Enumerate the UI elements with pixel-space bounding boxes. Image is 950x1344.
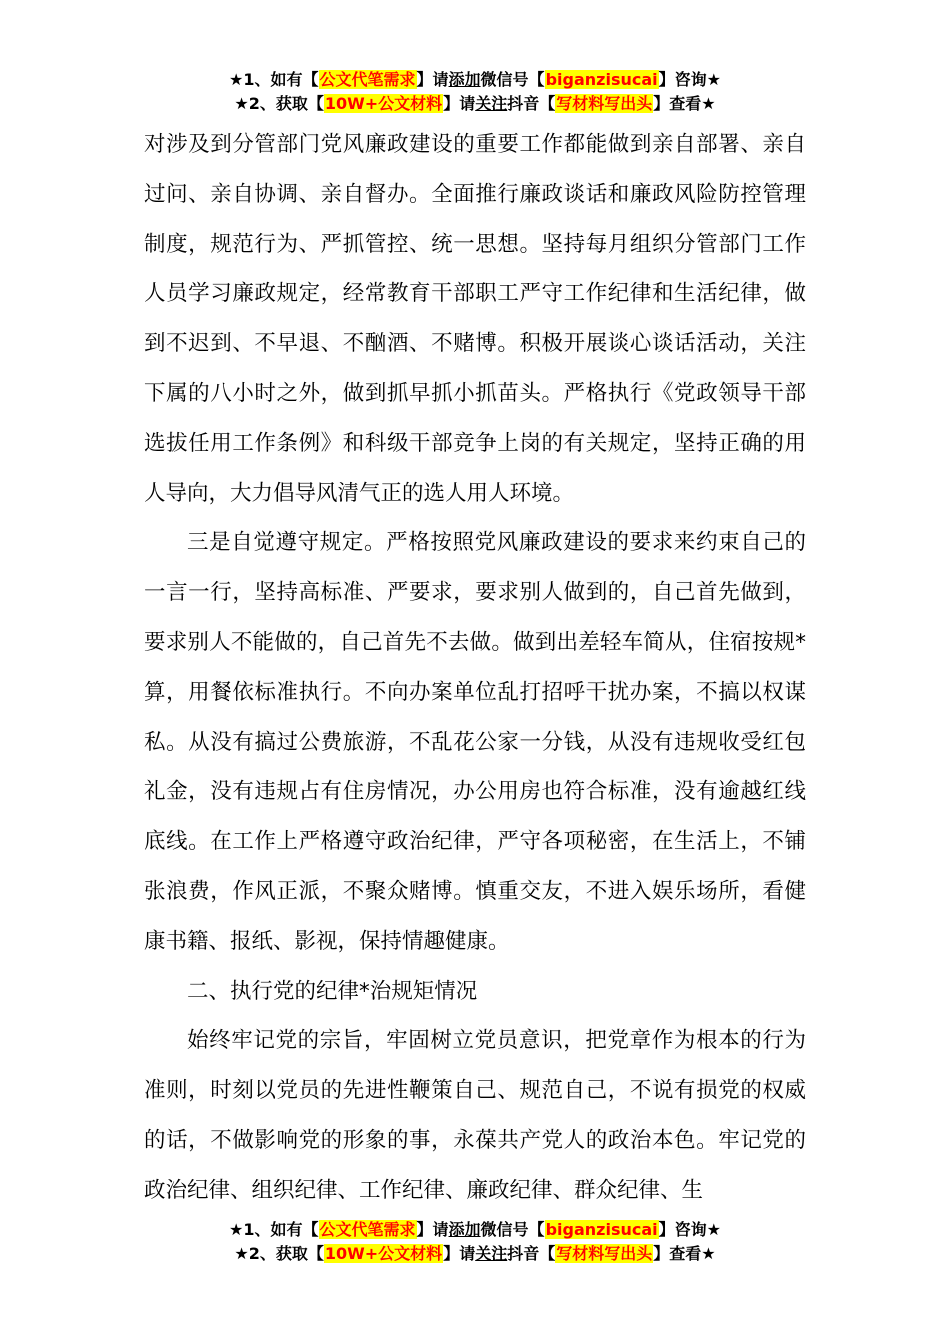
banner-text: ★1、如有【 [229, 70, 319, 89]
wechat-id-tag: biganzisucai [545, 1220, 658, 1239]
banner-text: 微信号【 [480, 1220, 545, 1239]
banner-text: 抖音【 [507, 94, 556, 113]
banner-text: 微信号【 [480, 70, 545, 89]
banner-text: 】请 [416, 70, 449, 89]
footer-banner [0, 1218, 950, 1266]
paragraph-3: 始终牢记党的宗旨，牢固树立党员意识，把党章作为根本的行为准则，时刻以党员的先进性鞭策自己、规范自己，不说有损党的权威的话，不做影响党的形象的事，永葆共产党人的政治本色。牢记党的政治纪律、组织纪律、工作纪律、廉政纪律、群众纪律、生 [144, 1028, 806, 1203]
banner-line-2 [0, 1242, 950, 1266]
banner-text: 】请 [443, 1244, 476, 1263]
banner-emphasis: 关注 [475, 94, 508, 113]
douyin-account-tag: 写材料写出头 [556, 1244, 653, 1263]
wechat-id-tag: biganzisucai [545, 70, 658, 89]
banner-line-1 [0, 68, 950, 92]
banner-text: ★2、获取【 [234, 94, 324, 113]
douyin-account-tag: 写材料写出头 [556, 94, 653, 113]
banner-line-2 [0, 92, 950, 116]
banner-emphasis: 关注 [475, 1244, 508, 1263]
highlight-tag: 公文代笔需求 [319, 70, 416, 89]
highlight-tag: 公文代笔需求 [319, 1220, 416, 1239]
section-heading: 二、执行党的纪律*治规矩情况 [187, 978, 478, 1004]
banner-line-1 [0, 1218, 950, 1242]
highlight-tag: 10W+公文材料 [324, 1244, 443, 1263]
banner-text: 抖音【 [507, 1244, 556, 1263]
highlight-tag: 10W+公文材料 [324, 94, 443, 113]
banner-text: 】咨询★ [658, 1220, 721, 1239]
document-body [144, 120, 806, 1216]
header-banner [0, 68, 950, 116]
banner-text: 】请 [443, 94, 476, 113]
banner-text: ★1、如有【 [229, 1220, 319, 1239]
paragraph-1: 对涉及到分管部门党风廉政建设的重要工作都能做到亲自部署、亲自过问、亲自协调、亲自督办。全面推行廉政谈话和廉政风险防控管理制度，规范行为、严抓管控、统一思想。坚持每月组织分管部门工作人员学习廉政规定，经常教育干部职工严守工作纪律和生活纪律，做到不迟到、不早退、不酗酒、不赌博。积极开展谈心谈话活动，关注下属的八小时之外，做到抓早抓小抓苗头。严格执行《党政领导干部选拔任用工作条例》和科级干部竞争上岗的有关规定，坚持正确的用人导向，大力倡导风清气正的选人用人环境。 [144, 132, 806, 506]
banner-text: 】咨询★ [658, 70, 721, 89]
banner-text: ★2、获取【 [234, 1244, 324, 1263]
paragraph-2: 三是自觉遵守规定。严格按照党风廉政建设的要求来约束自己的一言一行，坚持高标准、严要求，要求别人做到的，自己首先做到，要求别人不能做的，自己首先不去做。做到出差轻车简从，住宿按规*算，用餐依标准执行。不向办案单位乱打招呼干扰办案，不搞以权谋私。从没有搞过公费旅游，不乱花公家一分钱，从没有违规收受红包礼金，没有违规占有住房情况，办公用房也符合标准，没有逾越红线底线。在工作上严格遵守政治纪律，严守各项秘密，在生活上，不铺张浪费，作风正派，不聚众赌博。慎重交友，不进入娱乐场所，看健康书籍、报纸、影视，保持情趣健康。 [144, 530, 806, 954]
banner-text: 】请 [416, 1220, 449, 1239]
banner-emphasis: 添加 [448, 1220, 481, 1239]
banner-text: 】查看★ [653, 1244, 716, 1263]
banner-emphasis: 添加 [448, 70, 481, 89]
banner-text: 】查看★ [653, 94, 716, 113]
